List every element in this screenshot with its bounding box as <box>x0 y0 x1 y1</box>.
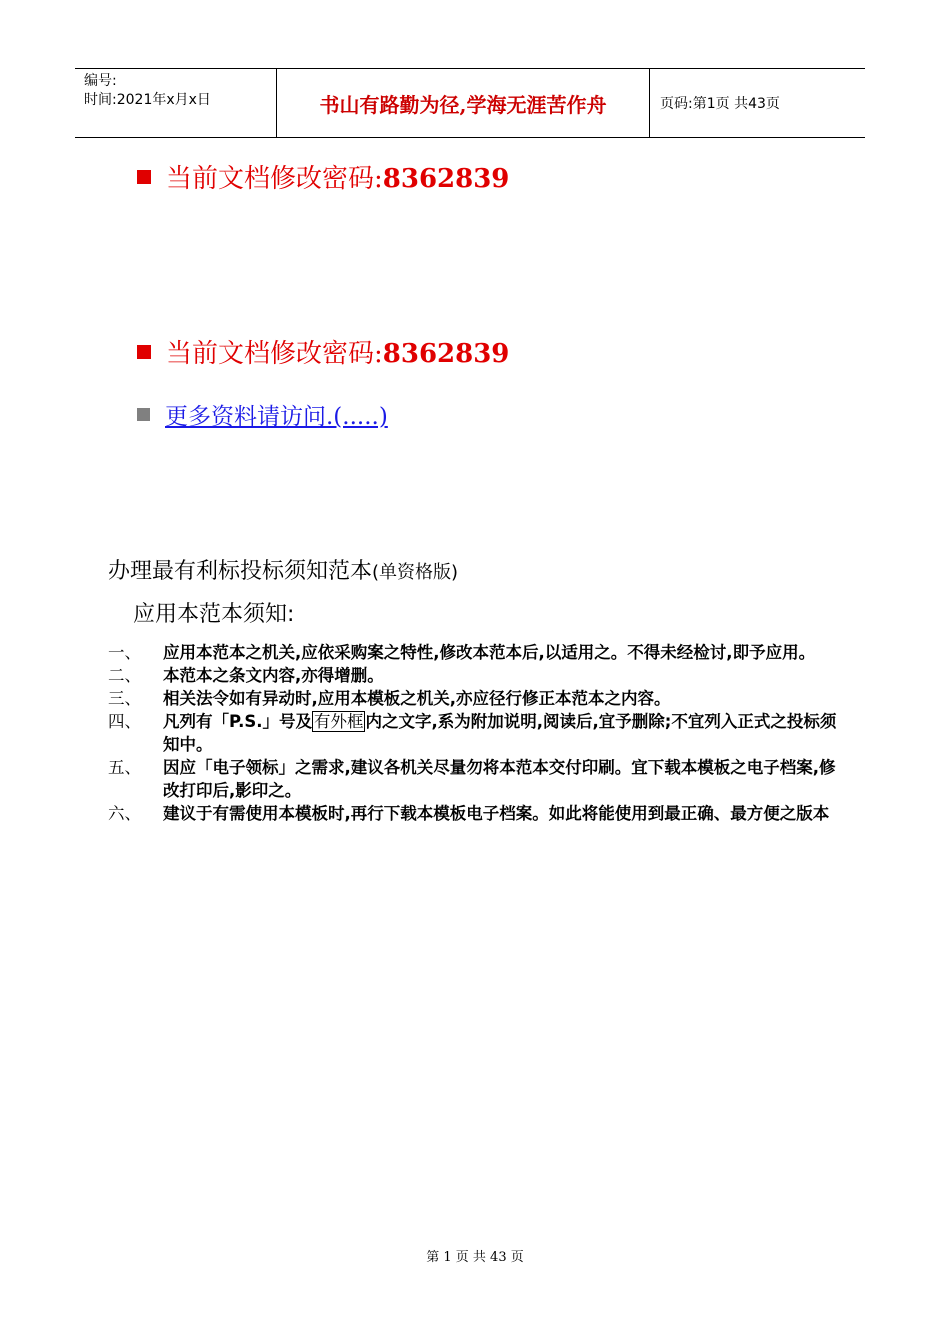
list-item <box>108 687 843 710</box>
item-number: 五、 <box>108 758 141 777</box>
time-label: 时间:2021年x月x日 <box>84 92 211 108</box>
page-footer: 第 1 页 共 43 页 <box>426 1250 524 1265</box>
item-text: 建议于有需使用本模板时,再行下载本模板电子档案。如此将能使用到最正确、最方便之版本 <box>163 804 830 823</box>
item-text: 因应「电子领标」之需求,建议各机关尽量勿将本范本交付印刷。宜下载本模板之电子档案,修改打印后,影印之。 <box>163 758 836 800</box>
list-item <box>108 664 843 687</box>
number-label: 编号: <box>84 73 117 89</box>
list-item <box>108 802 843 825</box>
item-text-part: 」号及 <box>262 712 312 731</box>
password-notice-1 <box>137 158 509 195</box>
header-motto: 书山有路勤为径,学海无涯苦作舟 <box>277 69 650 137</box>
header-left-cell <box>75 69 277 137</box>
title-main: 办理最有利标投标须知范本 <box>108 559 373 584</box>
document-title <box>108 554 458 585</box>
item-text-part: 凡列有「 <box>163 712 229 731</box>
item-number: 三、 <box>108 689 141 708</box>
item-text: 应用本范本之机关,应依采购案之特性,修改本范本后,以适用之。不得未经检讨,即予应用。 <box>163 643 816 662</box>
notice-list <box>108 641 843 825</box>
list-item <box>108 710 843 756</box>
list-item <box>108 641 843 664</box>
more-resources-link[interactable]: 更多资料请访问.(.....) <box>165 404 388 430</box>
item-number: 二、 <box>108 666 141 685</box>
boxed-text: 有外框 <box>313 712 364 731</box>
ps-mark: P.S. <box>229 712 263 731</box>
password-code: 8362839 <box>382 339 510 369</box>
header-table <box>75 68 865 138</box>
more-link-line <box>137 398 388 431</box>
password-label: 当前文档修改密码: <box>166 164 383 194</box>
item-text <box>163 710 843 756</box>
gray-square-bullet-icon <box>137 408 150 421</box>
item-number: 六、 <box>108 804 141 823</box>
password-code: 8362839 <box>382 164 510 194</box>
item-number: 四、 <box>108 712 141 731</box>
password-notice-2 <box>137 333 509 370</box>
red-square-bullet-icon <box>137 345 151 359</box>
document-subtitle: 应用本范本须知: <box>133 602 295 627</box>
item-text: 相关法令如有异动时,应用本模板之机关,亦应径行修正本范本之内容。 <box>163 689 671 708</box>
item-number: 一、 <box>108 643 141 662</box>
header-page-info: 页码:第1页 共43页 <box>660 96 780 112</box>
item-text: 本范本之条文内容,亦得增删。 <box>163 666 384 685</box>
password-label: 当前文档修改密码: <box>166 339 383 369</box>
list-item <box>108 756 843 802</box>
title-suffix: (单资格版) <box>372 562 459 583</box>
item-text-part: 内之文字,系为附加说明,阅读后,宜予删除;不宜列入正式之投标须知中。 <box>163 712 837 754</box>
red-square-bullet-icon <box>137 170 151 184</box>
